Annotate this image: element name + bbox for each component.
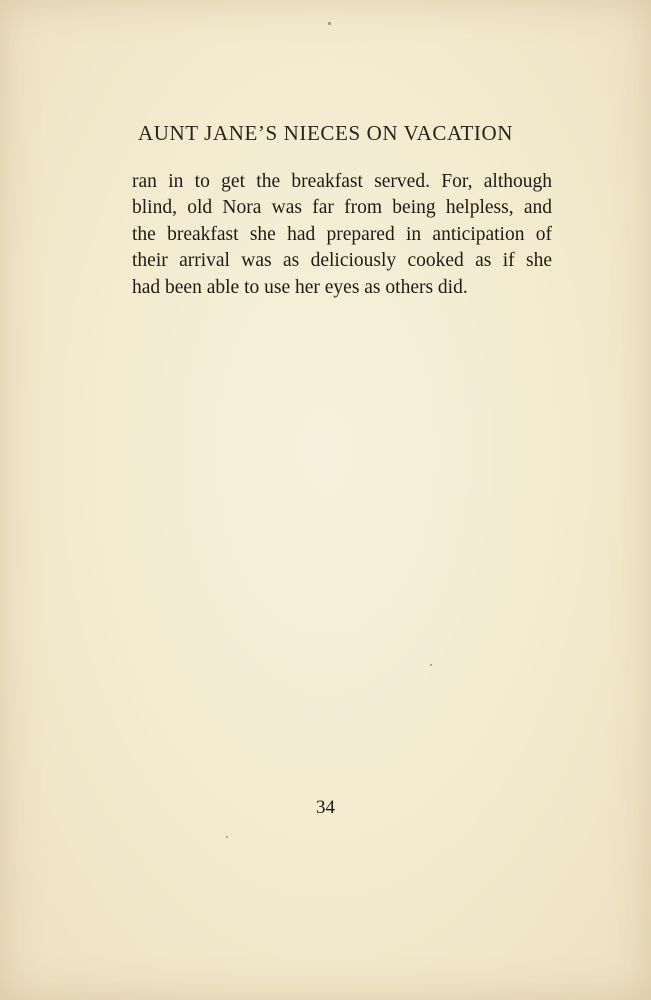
text-line: had been able to use her eyes as others did.: [132, 276, 468, 298]
paper-speck: [226, 836, 228, 838]
paper-speck: [430, 664, 432, 666]
page-number: 34: [316, 797, 335, 818]
text-line: blind, old Nora was far from being helpless, and: [132, 197, 552, 219]
body-paragraph: [132, 169, 552, 301]
text-line: their arrival was as deliciously cooked as if she: [132, 250, 552, 272]
text-line: the breakfast she had prepared in anticipation of: [132, 223, 552, 245]
paper-speck: [328, 22, 331, 25]
text-line: ran in to get the breakfast served. For, although: [132, 171, 552, 192]
running-head: AUNT JANE’S NIECES ON VACATION: [137, 121, 514, 145]
